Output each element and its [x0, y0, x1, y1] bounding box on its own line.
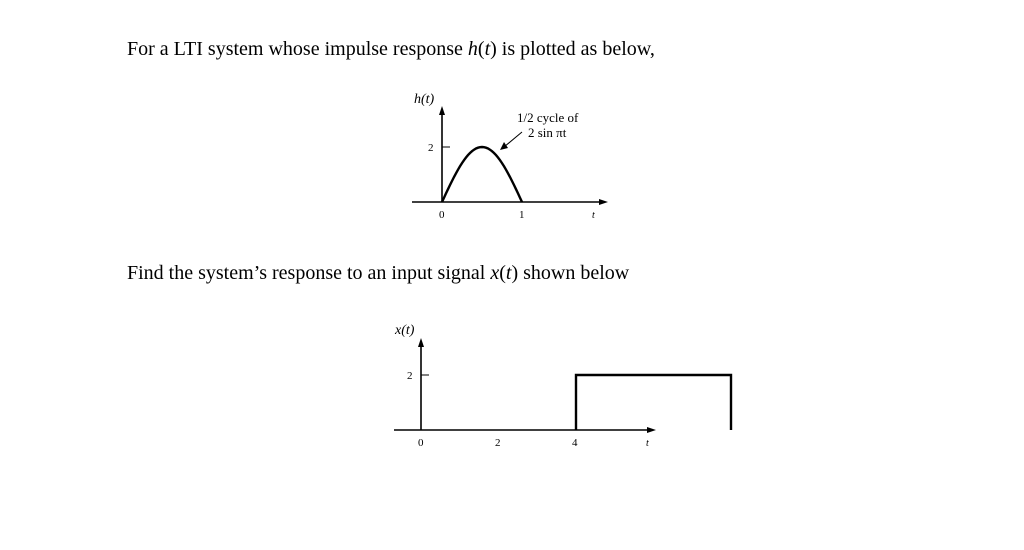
x-x-tick-0: 0 — [418, 437, 424, 449]
line1-prefix: For a LTI system whose impulse response — [127, 38, 468, 60]
x-x-axis-arrow — [647, 427, 656, 433]
h-x-axis-label: t — [592, 210, 595, 221]
h-annotation-line-2: 2 sin πt — [528, 125, 567, 140]
line2-var: t — [505, 262, 512, 284]
problem-statement-line-1 — [127, 38, 655, 61]
x-y-axis-label: x(t) — [395, 323, 415, 338]
h-curve — [442, 147, 522, 202]
h-x-axis-arrow — [599, 199, 608, 205]
x-x-tick-2: 2 — [495, 437, 501, 449]
h-x-tick-0: 0 — [439, 209, 445, 221]
input-signal-figure — [380, 312, 670, 462]
h-y-axis-arrow — [439, 106, 445, 115]
line2-suffix: shown below — [518, 262, 630, 284]
line1-paren-close: ) — [490, 38, 497, 60]
x-y-tick-label: 2 — [407, 370, 413, 382]
h-y-axis-label: h(t) — [414, 92, 435, 107]
h-y-tick-label: 2 — [428, 142, 434, 154]
line1-suffix: is plotted as below, — [496, 38, 655, 60]
problem-statement-line-2 — [127, 262, 629, 285]
line2-paren-close: ) — [511, 262, 519, 284]
impulse-response-figure — [380, 82, 620, 242]
line2-func: x — [490, 262, 500, 284]
h-annotation-arrowhead — [500, 142, 508, 150]
x-y-axis-arrow — [418, 338, 424, 347]
x-x-axis-label: t — [646, 438, 649, 449]
h-annotation-pointer — [504, 132, 522, 147]
line1-paren-open: ( — [477, 38, 485, 60]
h-annotation-line-1: 1/2 cycle of — [517, 110, 579, 125]
h-x-tick-1: 1 — [519, 209, 525, 221]
line2-paren-open: ( — [499, 262, 506, 284]
x-pulse — [576, 375, 731, 430]
line1-var: t — [484, 38, 491, 60]
line2-prefix: Find the system’s response to an input signal — [127, 262, 491, 284]
x-x-tick-4: 4 — [572, 437, 578, 449]
line1-func: h — [467, 38, 478, 60]
